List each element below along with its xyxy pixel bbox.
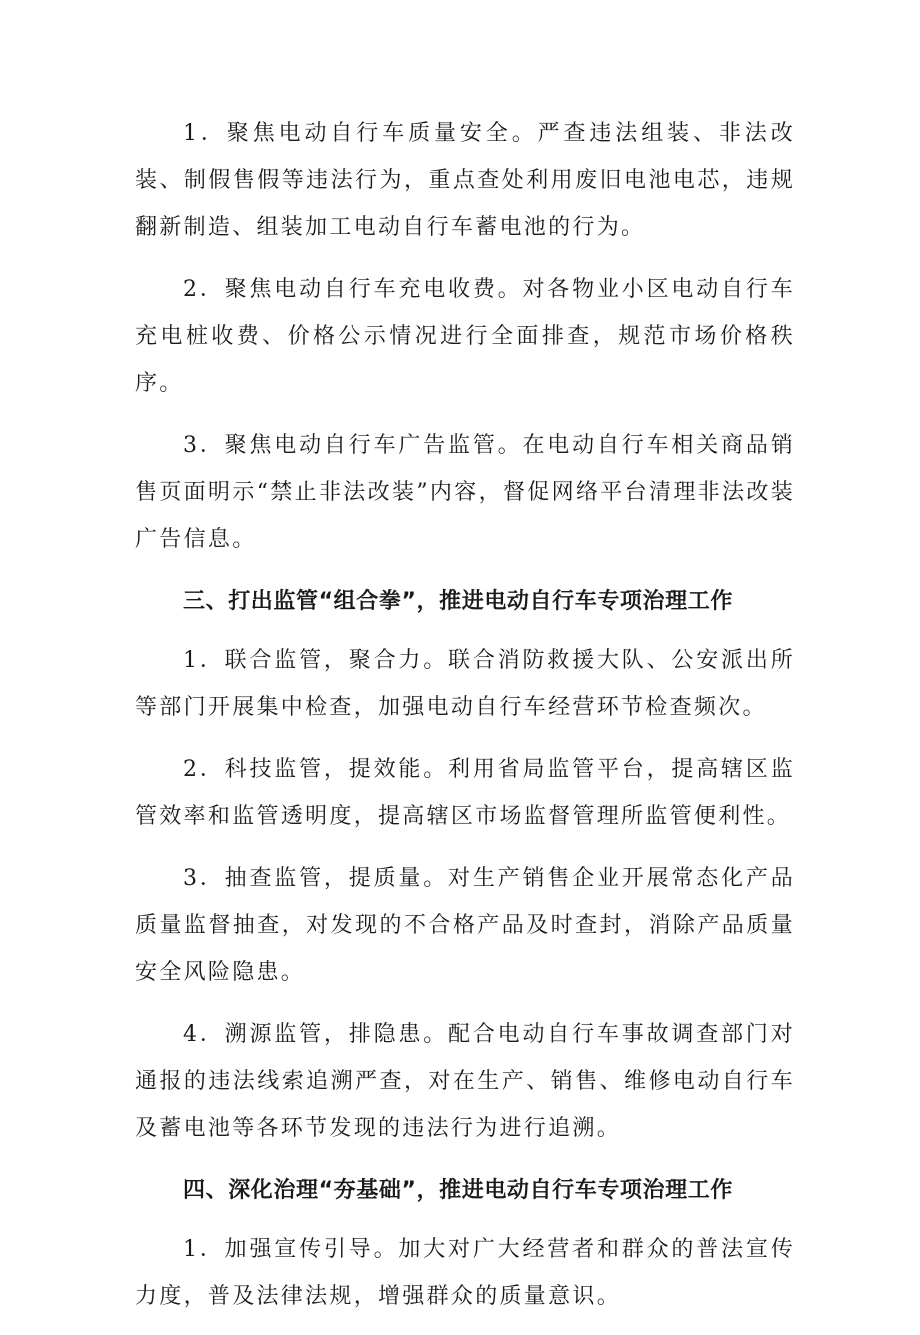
paragraph-traceability: 4．溯源监管，排隐患。配合电动自行车事故调查部门对通报的违法线索追溯严查，对在生产、销售、维修电动自行车及蓄电池等各环节发现的违法行为进行追溯。: [135, 1022, 795, 1141]
paragraph-quality-safety: 1．聚焦电动自行车质量安全。严查违法组装、非法改装、制假售假等违法行为，重点查处利用废旧电池电芯，违规翻新制造、组装加工电动自行车蓄电池的行为。: [135, 121, 795, 240]
paragraph-charging-fees: 2．聚焦电动自行车充电收费。对各物业小区电动自行车充电桩收费、价格公示情况进行全面排查，规范市场价格秩序。: [135, 277, 795, 396]
paragraph-advertising: 3．聚焦电动自行车广告监管。在电动自行车相关商品销售页面明示“禁止非法改装”内容，督促网络平台清理非法改装广告信息。: [135, 433, 795, 552]
paragraph-spot-check: 3．抽查监管，提质量。对生产销售企业开展常态化产品质量监督抽查，对发现的不合格产品及时查封，消除产品质量安全风险隐患。: [135, 866, 795, 985]
paragraph-publicity: 1．加强宣传引导。加大对广大经营者和群众的普法宣传力度，普及法律法规，增强群众的质量意识。: [135, 1237, 795, 1309]
paragraph-tech-supervision: 2．科技监管，提效能。利用省局监管平台，提高辖区监管效率和监管透明度，提高辖区市场监督管理所监管便利性。: [135, 757, 795, 829]
section-heading-3: 三、打出监管“组合拳”，推进电动自行车专项治理工作: [183, 589, 733, 614]
paragraph-joint-supervision: 1．联合监管，聚合力。联合消防救援大队、公安派出所等部门开展集中检查，加强电动自行车经营环节检查频次。: [135, 648, 795, 720]
section-heading-4: 四、深化治理“夯基础”，推进电动自行车专项治理工作: [183, 1178, 733, 1203]
document-body: [135, 110, 795, 1335]
